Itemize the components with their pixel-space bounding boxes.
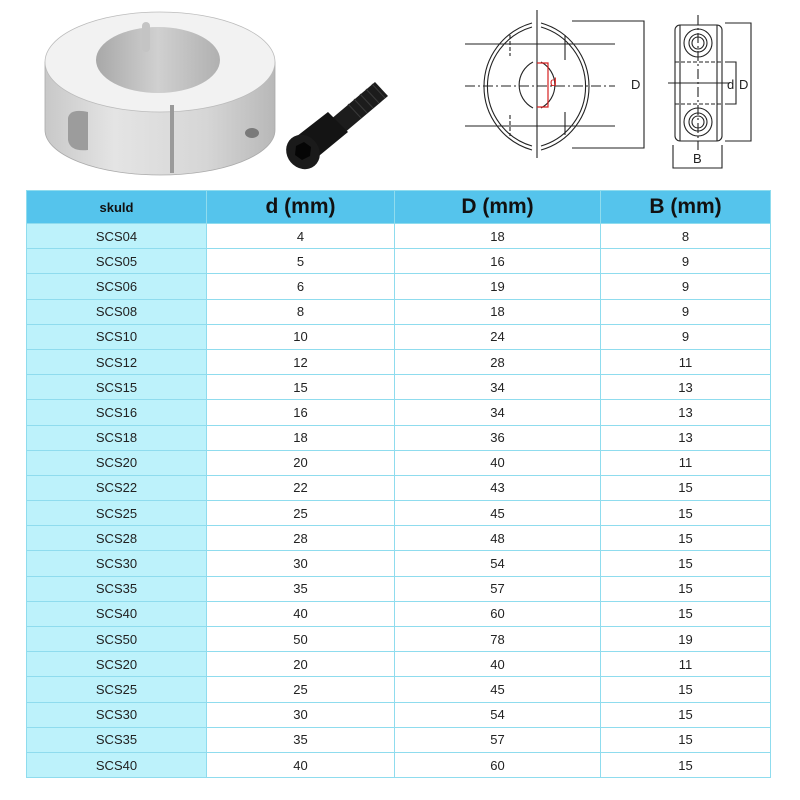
outer-diameter-cell: 54 — [395, 551, 601, 576]
width-cell: 15 — [601, 601, 771, 626]
width-cell: 15 — [601, 526, 771, 551]
width-cell: 15 — [601, 677, 771, 702]
width-cell: 13 — [601, 400, 771, 425]
inner-diameter-cell: 25 — [207, 677, 395, 702]
inner-diameter-cell: 40 — [207, 601, 395, 626]
outer-diameter-cell: 45 — [395, 677, 601, 702]
outer-diameter-cell: 40 — [395, 652, 601, 677]
sku-cell: SCS04 — [27, 224, 207, 249]
drawing-label-B: B — [693, 151, 702, 166]
table-row — [27, 677, 771, 702]
inner-diameter-cell: 50 — [207, 627, 395, 652]
outer-diameter-cell: 57 — [395, 727, 601, 752]
width-cell: 15 — [601, 702, 771, 727]
table-row — [27, 727, 771, 752]
inner-diameter-cell: 28 — [207, 526, 395, 551]
inner-diameter-cell: 35 — [207, 727, 395, 752]
inner-diameter-cell: 25 — [207, 501, 395, 526]
sku-cell: SCS50 — [27, 627, 207, 652]
width-cell: 15 — [601, 727, 771, 752]
inner-diameter-cell: 5 — [207, 249, 395, 274]
sku-cell: SCS25 — [27, 677, 207, 702]
outer-diameter-cell: 60 — [395, 601, 601, 626]
width-cell: 15 — [601, 551, 771, 576]
inner-diameter-cell: 16 — [207, 400, 395, 425]
table-row — [27, 450, 771, 475]
inner-diameter-cell: 40 — [207, 752, 395, 777]
inner-diameter-cell: 20 — [207, 450, 395, 475]
table-row — [27, 349, 771, 374]
table-row — [27, 601, 771, 626]
header-width: B (mm) — [601, 191, 771, 224]
sku-cell: SCS18 — [27, 425, 207, 450]
table-header-row — [27, 191, 771, 224]
collar-icon — [45, 12, 275, 175]
product-hero — [0, 0, 800, 188]
table-row — [27, 526, 771, 551]
width-cell: 13 — [601, 425, 771, 450]
outer-diameter-cell: 16 — [395, 249, 601, 274]
header-sku: skuld — [27, 191, 207, 224]
outer-diameter-cell: 18 — [395, 224, 601, 249]
socket-head-screw-icon — [279, 82, 388, 176]
header-outer-diameter: D (mm) — [395, 191, 601, 224]
table-row — [27, 224, 771, 249]
width-cell: 15 — [601, 752, 771, 777]
table-row — [27, 249, 771, 274]
sku-cell: SCS20 — [27, 652, 207, 677]
outer-diameter-cell: 40 — [395, 450, 601, 475]
drawing-label-D-side: D — [739, 77, 749, 92]
width-cell: 19 — [601, 627, 771, 652]
size-spec-table — [26, 190, 771, 778]
drawing-label-d-front: d — [550, 75, 557, 89]
sku-cell: SCS30 — [27, 702, 207, 727]
table-row — [27, 652, 771, 677]
table-row — [27, 375, 771, 400]
sku-cell: SCS20 — [27, 450, 207, 475]
inner-diameter-cell: 6 — [207, 274, 395, 299]
sku-cell: SCS40 — [27, 601, 207, 626]
width-cell: 15 — [601, 576, 771, 601]
outer-diameter-cell: 57 — [395, 576, 601, 601]
outer-diameter-cell: 34 — [395, 400, 601, 425]
drawing-label-D-front: D — [631, 77, 641, 92]
table-row — [27, 551, 771, 576]
table-row — [27, 475, 771, 500]
width-cell: 11 — [601, 349, 771, 374]
width-cell: 9 — [601, 299, 771, 324]
table-row — [27, 627, 771, 652]
width-cell: 9 — [601, 274, 771, 299]
inner-diameter-cell: 18 — [207, 425, 395, 450]
inner-diameter-cell: 20 — [207, 652, 395, 677]
outer-diameter-cell: 60 — [395, 752, 601, 777]
table-row — [27, 576, 771, 601]
inner-diameter-cell: 10 — [207, 324, 395, 349]
outer-diameter-cell: 45 — [395, 501, 601, 526]
shaft-collar-photo — [30, 0, 430, 188]
outer-diameter-cell: 34 — [395, 375, 601, 400]
outer-diameter-cell: 19 — [395, 274, 601, 299]
sku-cell: SCS10 — [27, 324, 207, 349]
table-row — [27, 274, 771, 299]
outer-diameter-cell: 78 — [395, 627, 601, 652]
technical-drawing — [440, 0, 780, 188]
width-cell: 9 — [601, 324, 771, 349]
sku-cell: SCS12 — [27, 349, 207, 374]
table-row — [27, 400, 771, 425]
outer-diameter-cell: 36 — [395, 425, 601, 450]
sku-cell: SCS05 — [27, 249, 207, 274]
drawing-label-d-side: d — [727, 77, 735, 92]
inner-diameter-cell: 22 — [207, 475, 395, 500]
outer-diameter-cell: 54 — [395, 702, 601, 727]
width-cell: 8 — [601, 224, 771, 249]
inner-diameter-cell: 12 — [207, 349, 395, 374]
table-row — [27, 702, 771, 727]
sku-cell: SCS06 — [27, 274, 207, 299]
width-cell: 11 — [601, 652, 771, 677]
width-cell: 13 — [601, 375, 771, 400]
sku-cell: SCS16 — [27, 400, 207, 425]
width-cell: 15 — [601, 475, 771, 500]
header-inner-diameter: d (mm) — [207, 191, 395, 224]
outer-diameter-cell: 43 — [395, 475, 601, 500]
sku-cell: SCS40 — [27, 752, 207, 777]
inner-diameter-cell: 8 — [207, 299, 395, 324]
sku-cell: SCS08 — [27, 299, 207, 324]
inner-diameter-cell: 30 — [207, 551, 395, 576]
inner-diameter-cell: 4 — [207, 224, 395, 249]
inner-diameter-cell: 30 — [207, 702, 395, 727]
width-cell: 9 — [601, 249, 771, 274]
inner-diameter-cell: 15 — [207, 375, 395, 400]
width-cell: 15 — [601, 501, 771, 526]
table-row — [27, 501, 771, 526]
width-cell: 11 — [601, 450, 771, 475]
sku-cell: SCS35 — [27, 727, 207, 752]
outer-diameter-cell: 48 — [395, 526, 601, 551]
outer-diameter-cell: 24 — [395, 324, 601, 349]
sku-cell: SCS28 — [27, 526, 207, 551]
sku-cell: SCS22 — [27, 475, 207, 500]
table-row — [27, 425, 771, 450]
sku-cell: SCS25 — [27, 501, 207, 526]
sku-cell: SCS30 — [27, 551, 207, 576]
outer-diameter-cell: 28 — [395, 349, 601, 374]
table-row — [27, 324, 771, 349]
sku-cell: SCS15 — [27, 375, 207, 400]
table-row — [27, 299, 771, 324]
inner-diameter-cell: 35 — [207, 576, 395, 601]
table-row — [27, 752, 771, 777]
outer-diameter-cell: 18 — [395, 299, 601, 324]
sku-cell: SCS35 — [27, 576, 207, 601]
